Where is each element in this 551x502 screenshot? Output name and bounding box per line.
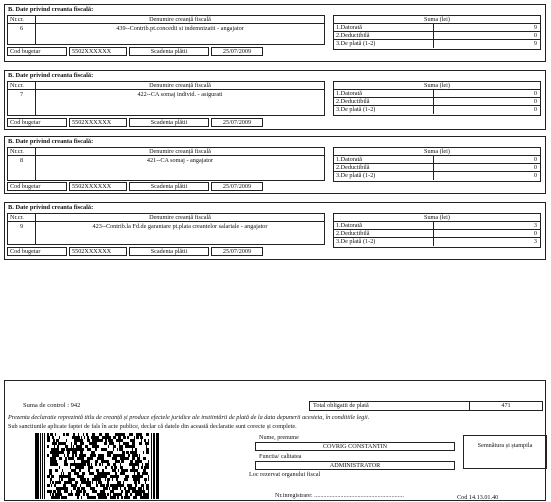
nume-value: COVRIG CONSTANTIN: [255, 442, 455, 451]
total-value: 471: [501, 402, 511, 409]
total-label: Total obligatii de plată: [310, 402, 470, 410]
datorata-value: 0: [533, 90, 537, 97]
row-datorata: 1.Datorată 0: [334, 90, 540, 98]
datorata-value: 9: [533, 24, 537, 31]
row-de-plata: 3.De plată (1-2) 3: [334, 238, 540, 246]
row-de-plata: 3.De plată (1-2) 0: [334, 172, 540, 180]
row-datorata: 1.Datorată 3: [334, 222, 540, 230]
declaration-footer: [4, 380, 546, 501]
creanta-table: [7, 147, 325, 181]
semnatura-box: Semnătura și ștampila: [463, 435, 547, 469]
row-de-plata: 3.De plată (1-2) 9: [334, 40, 540, 48]
cod-bugetar-row: [7, 182, 263, 191]
col-denumire-header: Denumire creanță fiscală: [149, 148, 211, 155]
creanta-table: [7, 213, 325, 245]
suma-table: [333, 147, 541, 182]
creanta-nr: 7: [8, 90, 36, 115]
scadenta-label: Scadenta plătii: [129, 47, 209, 56]
col-nr-header: Nr.cr.: [8, 214, 36, 222]
section-title: B. Date privind creanta fiscală:: [8, 72, 94, 79]
suma-table: [333, 15, 541, 50]
creanta-section-1: [4, 4, 546, 62]
cod-bugetar-row: [7, 47, 263, 56]
creanta-section-4: [4, 202, 546, 260]
section-title: B. Date privind creanta fiscală:: [8, 6, 94, 13]
suma-table: [333, 213, 541, 248]
functia-label: Functia/ calitatea: [259, 453, 302, 460]
deductibila-value: 0: [533, 32, 537, 39]
de-plata-value: 0: [533, 106, 537, 113]
loc-rezervat: Loc rezervat organului fiscal: [249, 471, 321, 478]
scadenta-date: 25/07/2009: [211, 47, 263, 56]
section-title: B. Date privind creanta fiscală:: [8, 138, 94, 145]
row-deductibila: 2.Deductibilă 0: [334, 230, 540, 238]
creanta-section-2: [4, 70, 546, 130]
deductibila-value: 0: [533, 230, 537, 237]
cod-bugetar-value: 5502XXXXXX: [69, 47, 127, 56]
deductibila-value: 0: [533, 98, 537, 105]
scadenta-date: 25/07/2009: [211, 118, 263, 127]
cod-bugetar-value: 5502XXXXXX: [69, 182, 127, 191]
creanta-denumire: 422--CA somaj individ. - asigurati: [137, 91, 223, 98]
creanta-denumire: 423--Contrib.la Fd.de garantare pt.plata creantelor salariale - angajator: [92, 223, 268, 230]
pdf417-barcode: [35, 433, 159, 499]
functia-value: ADMINISTRATOR: [255, 461, 455, 470]
creanta-nr: 8: [8, 156, 36, 180]
row-datorata: 1.Datorată 9: [334, 24, 540, 32]
scadenta-label: Scadenta plătii: [129, 182, 209, 191]
suma-control: Suma de control : 942: [23, 402, 81, 409]
suma-header: Suma (lei): [334, 214, 540, 222]
scadenta-date: 25/07/2009: [211, 247, 263, 256]
col-denumire-header: Denumire creanță fiscală: [149, 82, 211, 89]
creanta-section-3: [4, 136, 546, 194]
row-datorata: 1.Datorată 0: [334, 156, 540, 164]
cod-bugetar-label: Cod bugetar: [7, 47, 67, 56]
suma-header: Suma (lei): [334, 148, 540, 156]
row-deductibila: 2.Deductibilă 0: [334, 32, 540, 40]
col-denumire-header: Denumire creanță fiscală: [149, 16, 211, 23]
row-de-plata: 3.De plată (1-2) 0: [334, 106, 540, 114]
scadenta-date: 25/07/2009: [211, 182, 263, 191]
de-plata-value: 9: [533, 40, 537, 47]
section-title: B. Date privind creanta fiscală:: [8, 204, 94, 211]
col-denumire-header: Denumire creanță fiscală: [149, 214, 211, 221]
total-obligatii: [309, 401, 543, 411]
creanta-nr: 6: [8, 24, 36, 44]
suma-table: [333, 81, 541, 116]
cod-bugetar-row: [7, 118, 263, 127]
cod-bugetar-label: Cod bugetar: [7, 182, 67, 191]
scadenta-label: Scadenta plătii: [129, 247, 209, 256]
creanta-denumire: 439--Contrib.pt.concedii si indemnizatii - angajator: [116, 25, 244, 32]
de-plata-value: 0: [533, 172, 537, 179]
suma-header: Suma (lei): [334, 16, 540, 24]
datorata-value: 3: [533, 222, 537, 229]
cod-bugetar-value: 5502XXXXXX: [69, 247, 127, 256]
row-deductibila: 2.Deductibilă 0: [334, 98, 540, 106]
suma-header: Suma (lei): [334, 82, 540, 90]
col-nr-header: Nr.cr.: [8, 16, 36, 24]
creanta-denumire: 421--CA somaj - angajator: [146, 157, 214, 164]
scadenta-label: Scadenta plătii: [129, 118, 209, 127]
datorata-value: 0: [533, 156, 537, 163]
nume-label: Nume, prenume: [259, 434, 299, 441]
creanta-table: [7, 15, 325, 45]
cod-bugetar-label: Cod bugetar: [7, 118, 67, 127]
cod-formular: Cod 14.13.01.40: [457, 494, 499, 501]
cod-bugetar-value: 5502XXXXXX: [69, 118, 127, 127]
declaration-statement: Prezenta declaratie reprezintă titlu de creanță și produce efectele juridice ale instiintării de plată de la data depunerii acesteia, în conditiile legii.: [8, 414, 370, 421]
cod-bugetar-label: Cod bugetar: [7, 247, 67, 256]
creanta-nr: 9: [8, 222, 36, 244]
sanctions-statement: Sub sanctiunile aplicate faptei de fals în acte publice, declar că datele din această declaratie sunt corecte și complete.: [8, 423, 297, 430]
creanta-table: [7, 81, 325, 116]
cod-bugetar-row: [7, 247, 263, 256]
de-plata-value: 3: [533, 238, 537, 245]
col-nr-header: Nr.cr.: [8, 82, 36, 90]
nr-inregistrare: Nr.inregistrare: ..........................................................: [275, 492, 404, 499]
col-nr-header: Nr.cr.: [8, 148, 36, 156]
row-deductibila: 2.Deductibilă 0: [334, 164, 540, 172]
deductibila-value: 0: [533, 164, 537, 171]
